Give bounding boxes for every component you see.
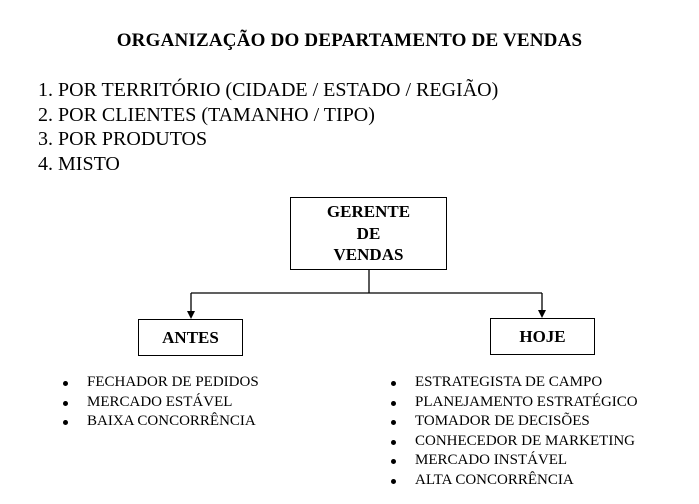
- arrow-left-icon: [187, 311, 195, 319]
- option-item: 1. POR TERRITÓRIO (CIDADE / ESTADO / REGIÃO): [38, 79, 499, 101]
- option-item: 2. POR CLIENTES (TAMANHO / TIPO): [38, 103, 375, 126]
- root-line: GERENTE: [326, 202, 411, 222]
- organization-options-list: [38, 78, 498, 176]
- list-item: ALTA CONCORRÊNCIA: [388, 471, 638, 491]
- gerente-de-vendas-box: [290, 197, 447, 270]
- hoje-bullet-list: [388, 373, 638, 490]
- list-item: CONHECEDOR DE MARKETING: [388, 432, 638, 452]
- hoje-label: HOJE: [519, 326, 566, 346]
- list-item: PLANEJAMENTO ESTRATÉGICO: [388, 393, 638, 413]
- list-item: ESTRATEGISTA DE CAMPO: [388, 373, 638, 393]
- list-item: MERCADO INSTÁVEL: [388, 451, 638, 471]
- option-item: 4. MISTO: [38, 152, 120, 175]
- arrow-right-icon: [538, 310, 546, 318]
- list-item: FECHADOR DE PEDIDOS: [60, 373, 259, 393]
- antes-bullet-list: [60, 373, 259, 432]
- option-item: 3. POR PRODUTOS: [38, 128, 208, 150]
- list-item: BAIXA CONCORRÊNCIA: [60, 412, 259, 432]
- list-item: MERCADO ESTÁVEL: [60, 393, 259, 413]
- list-item: TOMADOR DE DECISÕES: [388, 412, 638, 432]
- root-line: VENDAS: [333, 245, 404, 265]
- page-title: ORGANIZAÇÃO DO DEPARTAMENTO DE VENDAS: [116, 30, 583, 51]
- root-line: DE: [356, 223, 381, 243]
- antes-box: [138, 319, 243, 356]
- antes-label: ANTES: [162, 327, 219, 347]
- hoje-box: [490, 318, 595, 355]
